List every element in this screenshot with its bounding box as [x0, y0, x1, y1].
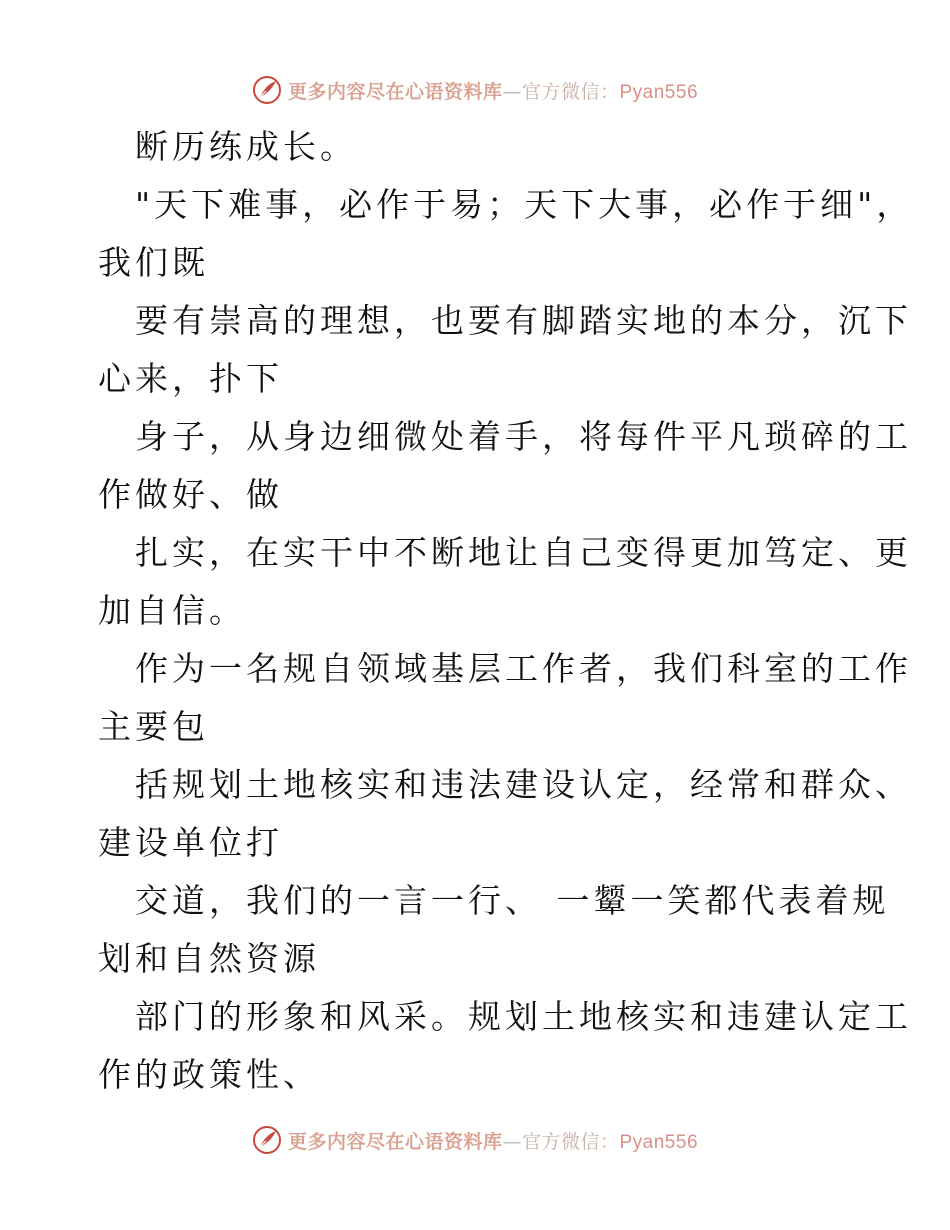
watermark-wechat-label: 官方微信： — [521, 80, 620, 103]
quill-logo-icon — [252, 1125, 282, 1155]
text-line: 主要包 — [98, 707, 209, 746]
text-line: 划和自然资源 — [98, 939, 320, 978]
quill-logo-icon — [252, 75, 282, 105]
watermark-wechat-id: Pyan556 — [619, 1131, 699, 1153]
text-line: 断历练成长。 — [135, 127, 357, 166]
watermark-main-text: 更多内容尽在心语资料库 — [287, 80, 503, 103]
text-line: 作做好、做 — [98, 475, 283, 514]
text-line: 身子，从身边细微处着手，将每件平凡琐碎的工 — [135, 417, 912, 456]
text-line: 要有崇高的理想，也要有脚踏实地的本分，沉下 — [135, 301, 912, 340]
text-line: "天下难事，必作于易；天下大事，必作于细"， — [135, 185, 914, 224]
watermark-main-text: 更多内容尽在心语资料库 — [287, 1130, 503, 1153]
footer-watermark — [0, 1120, 950, 1160]
document-body — [98, 118, 914, 1104]
watermark-wechat-label: 官方微信： — [521, 1130, 620, 1153]
header-watermark — [0, 70, 950, 110]
text-line: 括规划土地核实和违法建设认定，经常和群众、 — [135, 765, 912, 804]
text-line: 作的政策性、 — [98, 1055, 320, 1094]
watermark-dash: — — [502, 1130, 522, 1153]
text-line: 加自信。 — [98, 591, 246, 630]
text-line: 心来，扑下 — [98, 359, 283, 398]
text-line: 扎实，在实干中不断地让自己变得更加笃定、更 — [135, 533, 912, 572]
text-line: 部门的形象和风采。规划土地核实和违建认定工 — [135, 997, 912, 1036]
watermark-dash: — — [502, 80, 522, 103]
text-line: 我们既 — [98, 243, 209, 282]
watermark-wechat-id: Pyan556 — [619, 81, 699, 103]
text-line: 作为一名规自领域基层工作者，我们科室的工作 — [135, 649, 912, 688]
text-line: 交道，我们的一言一行、 一颦一笑都代表着规 — [135, 881, 890, 920]
text-line: 建设单位打 — [98, 823, 283, 862]
